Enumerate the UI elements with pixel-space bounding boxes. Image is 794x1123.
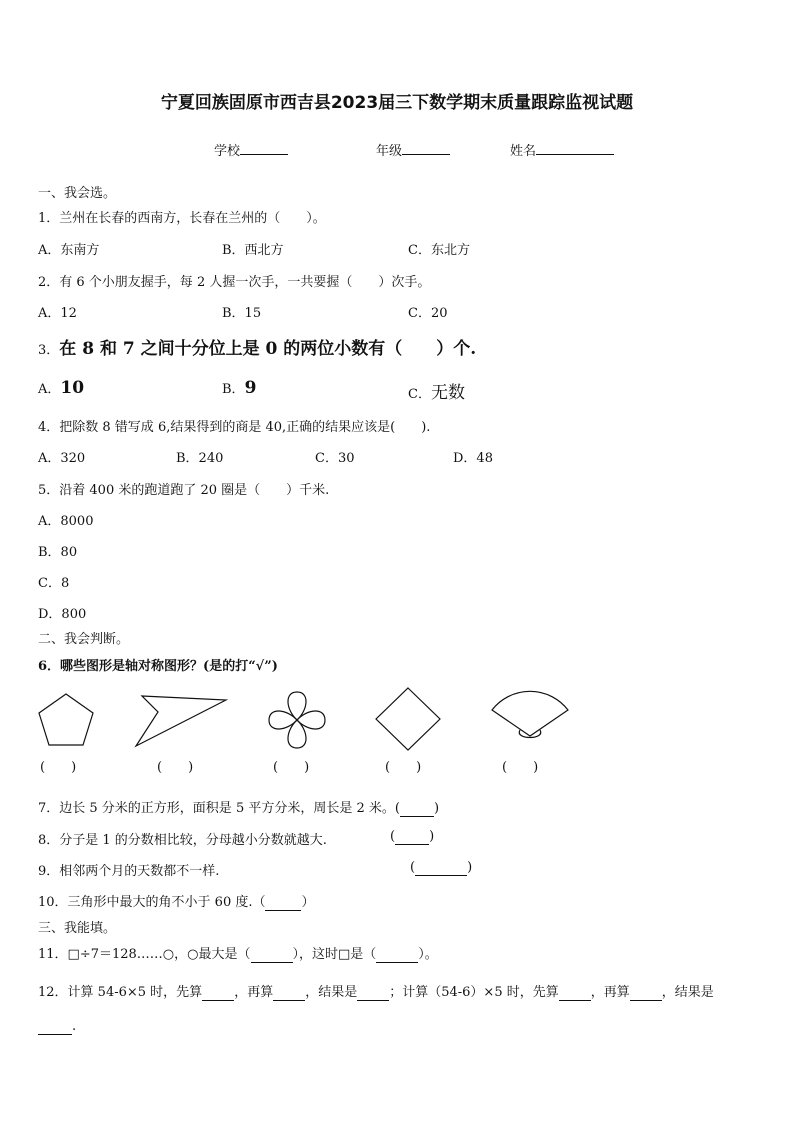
name-label: 姓名 <box>510 144 537 159</box>
q3-text: 在 8 和 7 之间十分位上是 0 的两位小数有（ ）个. <box>59 339 477 359</box>
q5-option-d[interactable]: D．800 <box>38 607 87 622</box>
q5-stem: 5．沿着 400 米的跑道跑了 20 圈是（ ）千米. <box>38 483 330 498</box>
q6-stem: 6．哪些图形是轴对称图形？(是的打“√”) <box>38 659 278 674</box>
q1-option-a[interactable]: A．东南方 <box>38 243 100 258</box>
q12-blank-6[interactable] <box>38 1019 72 1035</box>
q4-option-b[interactable]: B．240 <box>176 451 224 466</box>
triangle-answer-paren[interactable]: ( ) <box>157 760 194 775</box>
q12-blank-3[interactable] <box>357 985 389 1001</box>
q11-blank-square[interactable] <box>376 947 418 963</box>
diamond-shape <box>374 686 442 752</box>
q8-answer-blank[interactable] <box>395 829 429 845</box>
q11: 11．□÷7＝128……○，○最大是（ ），这时□是（ ）。 <box>38 947 438 962</box>
q7-answer-blank[interactable] <box>400 801 434 817</box>
school-blank[interactable] <box>240 142 288 155</box>
fan-answer-paren[interactable]: ( ) <box>502 760 539 775</box>
q12-blank-5[interactable] <box>630 985 662 1001</box>
section-heading-2: 二、我会判断。 <box>38 632 130 647</box>
page-title: 宁夏回族固原市西吉县2023届三下数学期末质量跟踪监视试题 <box>160 93 634 113</box>
diamond-answer-paren[interactable]: ( ) <box>385 760 422 775</box>
q5-option-c[interactable]: C．8 <box>38 576 70 591</box>
q11-blank-max[interactable] <box>251 947 293 963</box>
flower-answer-paren[interactable]: ( ) <box>273 760 310 775</box>
q4-option-a[interactable]: A．320 <box>38 451 86 466</box>
school-label: 学校 <box>214 144 241 159</box>
q12: 12．计算 54-6×5 时，先算 ，再算 ，结果是 ；计算（54-6）×5 时，先算 ，再算 ，结果是 <box>38 985 714 1000</box>
q5-option-a[interactable]: A．8000 <box>38 514 94 529</box>
q4-option-d[interactable]: D．48 <box>453 451 493 466</box>
q12-blank-4[interactable] <box>559 985 591 1001</box>
q1-option-c[interactable]: C．东北方 <box>408 243 470 258</box>
q7: 7．边长 5 分米的正方形，面积是 5 平方分米，周长是 2 米。( ) <box>38 801 440 816</box>
pentagon-answer-paren[interactable]: ( ) <box>40 760 77 775</box>
triangle-shape <box>132 694 228 748</box>
section-heading-1: 一、我会选。 <box>38 186 117 201</box>
q8-stem: 8．分子是 1 的分数相比较，分母越小分数就越大. <box>38 833 327 848</box>
q2-option-c[interactable]: C．20 <box>408 306 448 321</box>
q9-stem: 9．相邻两个月的天数都不一样. <box>38 864 220 879</box>
q9-answer[interactable]: ( ) <box>410 860 473 875</box>
q12-blank-1[interactable] <box>202 985 234 1001</box>
q2-stem: 2．有 6 个小朋友握手，每 2 人握一次手，一共要握（ ）次手。 <box>38 275 431 290</box>
q1-stem: 1．兰州在长春的西南方，长春在兰州的（ ）。 <box>38 211 326 226</box>
q3-option-a[interactable]: A．10 <box>38 378 85 398</box>
pentagon-shape <box>36 690 96 748</box>
q1-option-b[interactable]: B．西北方 <box>222 243 284 258</box>
q10-answer-blank[interactable] <box>265 895 301 911</box>
q9-answer-blank[interactable] <box>415 860 467 876</box>
q3-option-c[interactable]: C．无数 <box>408 383 465 403</box>
q5-option-b[interactable]: B．80 <box>38 545 78 560</box>
q12-blank-2[interactable] <box>273 985 305 1001</box>
name-blank[interactable] <box>536 142 614 155</box>
q4-option-c[interactable]: C．30 <box>315 451 355 466</box>
q2-option-a[interactable]: A．12 <box>38 306 77 321</box>
q10: 10．三角形中最大的角不小于 60 度.（ ） <box>38 895 315 910</box>
q4-stem: 4．把除数 8 错写成 6,结果得到的商是 40,正确的结果应该是( ). <box>38 420 431 435</box>
school-field <box>214 140 288 159</box>
grade-field <box>376 140 450 159</box>
grade-blank[interactable] <box>402 142 450 155</box>
grade-label: 年级 <box>376 144 403 159</box>
folding-fan-shape <box>488 688 572 748</box>
q2-option-b[interactable]: B．15 <box>222 306 262 321</box>
q8-answer[interactable]: ( ) <box>390 829 435 844</box>
name-field <box>510 140 614 159</box>
q12-continuation: . <box>38 1019 76 1035</box>
section-heading-3: 三、我能填。 <box>38 921 117 936</box>
q3-option-b[interactable]: B．9 <box>222 378 257 398</box>
four-petal-flower-shape <box>264 688 330 752</box>
q3-stem: 3．在 8 和 7 之间十分位上是 0 的两位小数有（ ）个. <box>38 339 477 359</box>
